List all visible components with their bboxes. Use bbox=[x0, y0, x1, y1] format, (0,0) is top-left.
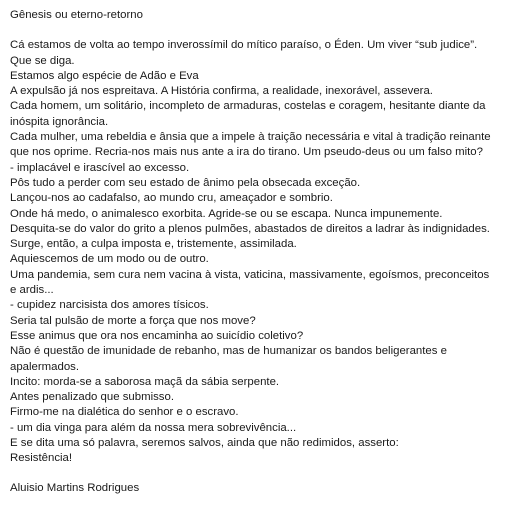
poem-line: Cada homem, um solitário, incompleto de armaduras, costelas e coragem, hesitante diante da bbox=[10, 100, 486, 113]
poem-line: Que se diga. bbox=[10, 54, 75, 67]
poem-line: - cupidez narcisista dos amores tísicos. bbox=[10, 299, 209, 312]
poem-line: Aquiescemos de um modo ou de outro. bbox=[10, 253, 209, 266]
poem-line: inóspita ignorância. bbox=[10, 115, 109, 128]
poem-line: apalermados. bbox=[10, 360, 80, 373]
poem-line: Resistência! bbox=[10, 452, 73, 465]
poem-line: que nos oprime. Recria-nos mais nus ante a ira do tirano. Um pseudo-deus ou um falso mito? bbox=[10, 146, 483, 159]
poem-line: Estamos algo espécie de Adão e Eva bbox=[10, 69, 199, 82]
poem-line: Firmo-me na dialética do senhor e o escravo. bbox=[10, 406, 239, 419]
poem-line: - um dia vinga para além da nossa mera sobrevivência... bbox=[10, 421, 297, 434]
poem-line: Desquita-se do valor do grito a plenos pulmões, abastados de direitos a ladrar às indignidades. bbox=[10, 222, 490, 235]
author-signature: Aluisio Martins Rodrigues bbox=[10, 481, 140, 494]
poem-line: Uma pandemia, sem cura nem vacina à vista, vaticina, massivamente, egoísmos, preconceitos bbox=[10, 268, 490, 281]
poem-line: Cá estamos de volta ao tempo inverossímil do mítico paraíso, o Éden. Um viver “sub judice”. bbox=[10, 39, 478, 52]
poem-line: Esse animus que ora nos encaminha ao suicídio coletivo? bbox=[10, 329, 304, 342]
poem-line: Pôs tudo a perder com seu estado de ânimo pela obsecada exceção. bbox=[10, 176, 361, 189]
document-page bbox=[10, 8, 522, 496]
poem-line: - implacável e irascível ao excesso. bbox=[10, 161, 190, 174]
poem-line: A expulsão já nos espreitava. A História confirma, a realidade, inexorável, assevera. bbox=[10, 85, 433, 98]
poem-line: Não é questão de imunidade de rebanho, mas de humanizar os bandos beligerantes e bbox=[10, 345, 447, 358]
poem-line: Cada mulher, uma rebeldia e ânsia que a impele à traição necessária e vital à tradição reinante bbox=[10, 131, 491, 144]
poem-line: Incito: morda-se a saborosa maçã da sábia serpente. bbox=[10, 375, 280, 388]
poem-line: Lançou-nos ao cadafalso, ao mundo cru, ameaçador e sombrio. bbox=[10, 192, 333, 205]
poem-line: e ardis... bbox=[10, 284, 54, 297]
poem-line: Surge, então, a culpa imposta e, tristemente, assimilada. bbox=[10, 238, 297, 251]
poem-line: Onde há medo, o animalesco exorbita. Agride-se ou se escapa. Nunca impunemente. bbox=[10, 207, 443, 220]
poem-line: E se dita uma só palavra, seremos salvos, ainda que não redimidos, asserto: bbox=[10, 437, 399, 450]
poem-line: Seria tal pulsão de morte a força que nos move? bbox=[10, 314, 256, 327]
poem-title: Gênesis ou eterno-retorno bbox=[10, 9, 143, 21]
poem-line: Antes penalizado que submisso. bbox=[10, 391, 175, 404]
poem-body bbox=[10, 38, 522, 466]
